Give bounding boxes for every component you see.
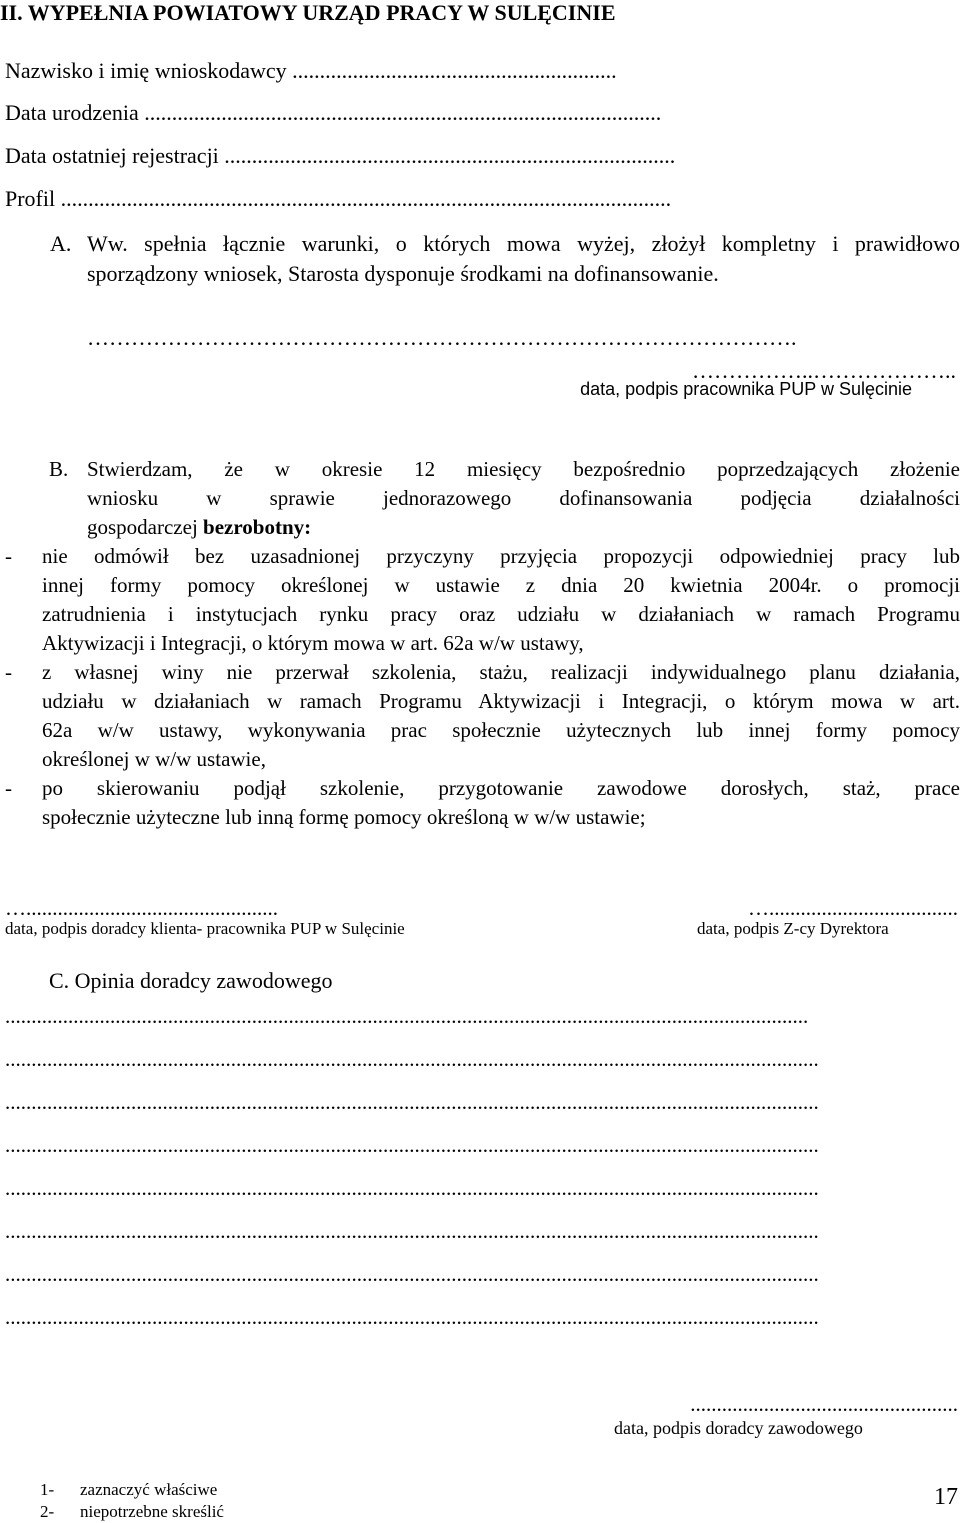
footnote-text: niepotrzebne skreślić — [80, 1502, 224, 1521]
bullet-line: społecznie użyteczne lub inną formę pomocy określoną w w/w ustawie; — [42, 805, 646, 829]
dotted-line: ........................................................................................................................................................... — [5, 1176, 819, 1200]
bullet-line: po skierowaniu podjął szkolenie, przygotowanie zawodowe dorosłych, staż, prace — [42, 776, 960, 800]
field-value: .................................................................................. — [224, 143, 676, 168]
section-b-line: wniosku w sprawie jednorazowego dofinansowania podjęcia działalności — [87, 486, 960, 510]
field-label: Nazwisko i imię wnioskodawcy — [5, 58, 287, 83]
dotted-line: ........................................................................................................................................................... — [5, 1090, 819, 1114]
field-value: .............................................................................................. — [144, 100, 662, 125]
bullet-line: z własnej winy nie przerwał szkolenia, stażu, realizacji indywidualnego planu działania, — [42, 660, 960, 684]
footnote-number: 2- — [40, 1502, 55, 1521]
section-heading: II. WYPEŁNIA POWIATOWY URZĄD PRACY W SULĘCINIE — [0, 0, 616, 25]
section-b-letter: B. — [49, 457, 69, 481]
dotted-line: ........................................................................................................................................................... — [5, 1133, 819, 1157]
bullet-dash: - — [5, 776, 12, 800]
footnote-number: 1- — [40, 1480, 55, 1499]
signature-label: data, podpis Z-cy Dyrektora — [697, 919, 889, 938]
field-value: ........................................................... — [292, 58, 617, 83]
bullet-dash: - — [5, 544, 12, 568]
section-a-line: Ww. spełnia łącznie warunki, o których mowa wyżej, złożył kompletny i prawidłowo — [87, 231, 960, 256]
dotted-line: ……………………………………………………………………………………. — [87, 325, 797, 350]
dotted-line: ........................................................................................................................................................... — [5, 1047, 819, 1071]
footnote — [40, 1502, 224, 1522]
signature-dots: …................................................ — [5, 896, 278, 920]
bullet-dash: - — [5, 660, 12, 684]
signature-label: data, podpis doradcy klienta- pracownika PUP w Sulęcinie — [5, 919, 405, 938]
footnote-text: zaznaczyć właściwe — [80, 1480, 218, 1499]
field-label: Profil — [5, 186, 56, 211]
dotted-line: ......................................................................................................................................................... — [5, 1004, 809, 1028]
applicant-name-field — [5, 58, 617, 84]
birth-date-field — [5, 100, 661, 126]
section-b-text: gospodarczej — [87, 515, 198, 539]
dotted-line: ........................................................................................................................................................... — [5, 1262, 819, 1286]
field-label: Data urodzenia — [5, 100, 139, 125]
profile-field — [5, 186, 671, 212]
last-registration-field — [5, 143, 675, 169]
field-value: ............................................................................................................... — [60, 186, 672, 211]
bullet-line: 62a w/w ustawy, wykonywania prac społecznie użytecznych lub innej formy pomocy — [42, 718, 960, 742]
section-b-line — [87, 515, 311, 540]
dotted-line: ........................................................................................................................................................... — [5, 1219, 819, 1243]
field-label: Data ostatniej rejestracji — [5, 143, 219, 168]
bullet-line: innej formy pomocy określonej w ustawie z dnia 20 kwietnia 2004r. o promocji — [42, 573, 960, 597]
signature-label: data, podpis doradcy zawodowego — [614, 1418, 863, 1438]
dotted-line: ........................................................................................................................................................... — [5, 1305, 819, 1329]
bullet-line: nie odmówił bez uzasadnionej przyczyny przyjęcia propozycji odpowiedniej pracy lub — [42, 544, 960, 568]
bullet-line: udziału w działaniach w ramach Programu Aktywizacji i Integracji, o którym mowa w art. — [42, 689, 960, 713]
signature-dots: ….................................... — [748, 896, 958, 920]
signature-dots: ................................................... — [690, 1392, 958, 1416]
footnote — [40, 1480, 217, 1500]
section-a-letter: A. — [50, 231, 72, 256]
bullet-line: zatrudnienia i instytucjach rynku pracy oraz udziału w działaniach w ramach Programu — [42, 602, 960, 626]
section-a-line: sporządzony wniosek, Starosta dysponuje środkami na dofinansowanie. — [87, 261, 719, 286]
page-number: 17 — [934, 1484, 958, 1510]
signature-label: data, podpis pracownika PUP w Sulęcinie — [580, 379, 912, 399]
bullet-line: określonej w w/w ustawie, — [42, 747, 266, 771]
bullet-line: Aktywizacji i Integracji, o którym mowa w art. 62a w/w ustawy, — [42, 631, 584, 655]
bold-term: bezrobotny: — [203, 515, 312, 539]
section-b-line: Stwierdzam, że w okresie 12 miesięcy bezpośrednio poprzedzających złożenie — [87, 457, 960, 481]
section-c-heading: C. Opinia doradcy zawodowego — [49, 968, 333, 993]
dotted-line: ……………..……………….. — [692, 358, 956, 383]
